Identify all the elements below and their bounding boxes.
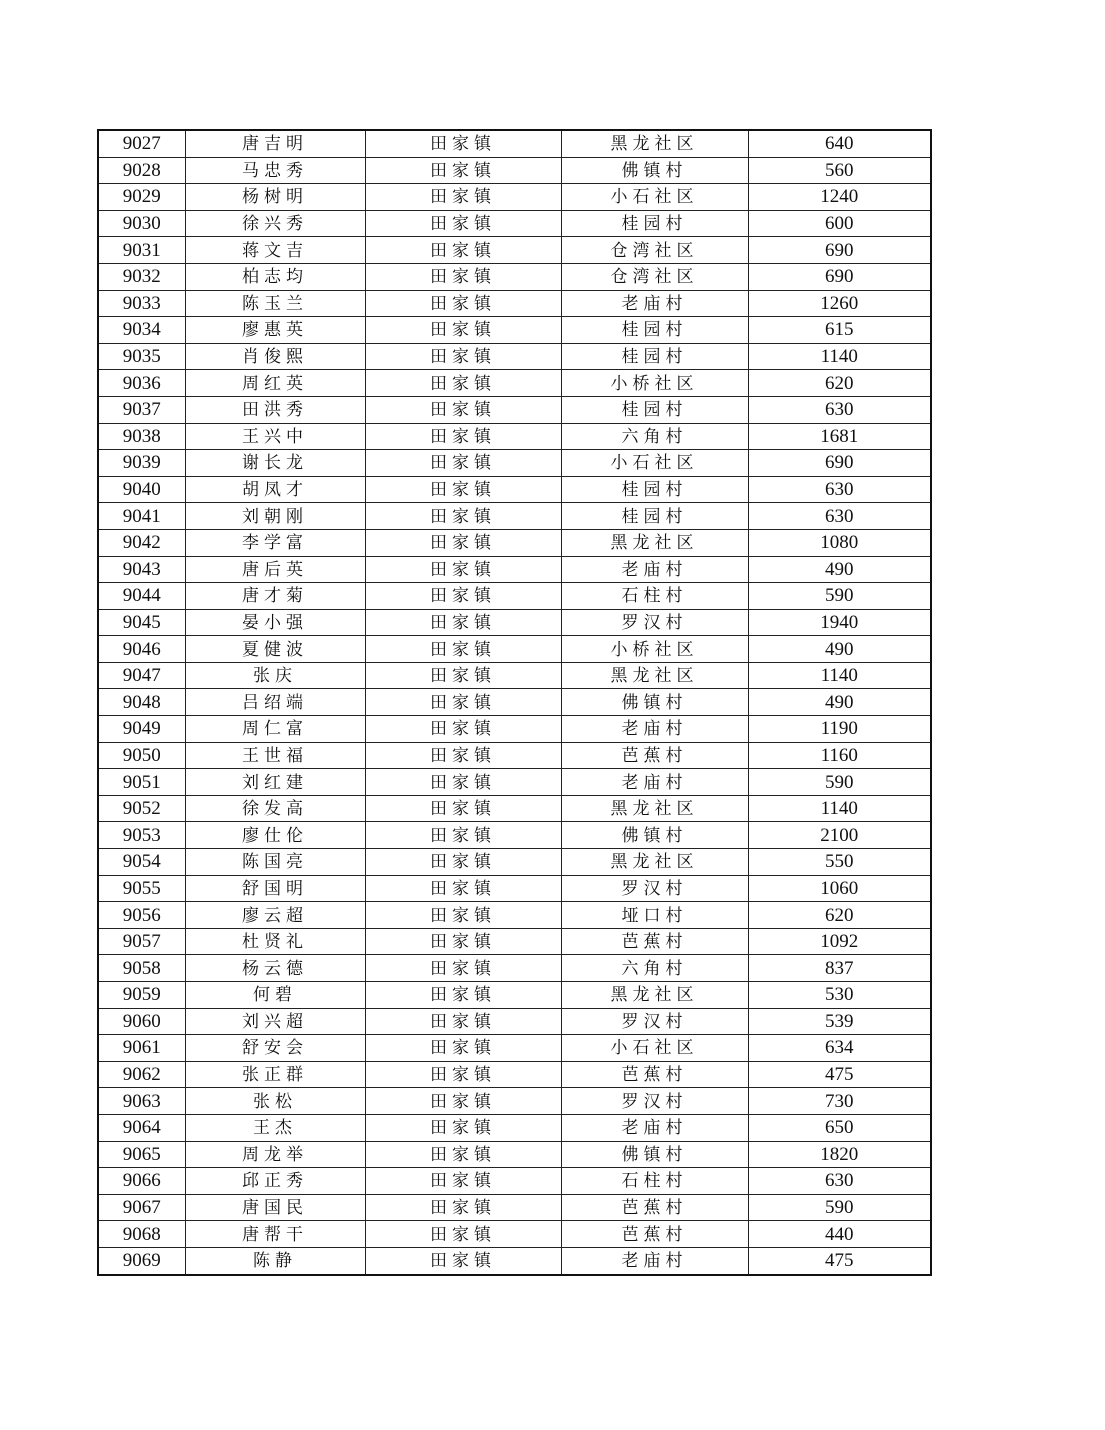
amount-cell: 539 <box>748 1008 931 1035</box>
row-number-cell: 9057 <box>98 928 185 955</box>
row-number-cell: 9038 <box>98 423 185 450</box>
town-cell: 田家镇 <box>365 263 561 290</box>
person-name-cell: 唐后英 <box>185 556 365 583</box>
row-number-cell: 9035 <box>98 343 185 370</box>
person-name-cell: 周红英 <box>185 370 365 397</box>
table-row <box>98 795 931 822</box>
row-number-cell: 9068 <box>98 1221 185 1248</box>
town-cell: 田家镇 <box>365 875 561 902</box>
amount-cell: 490 <box>748 636 931 663</box>
person-name-cell: 舒安会 <box>185 1035 365 1062</box>
table-row <box>98 503 931 530</box>
person-name-cell: 唐才菊 <box>185 583 365 610</box>
row-number-cell: 9049 <box>98 716 185 743</box>
table-row <box>98 849 931 876</box>
town-cell: 田家镇 <box>365 1114 561 1141</box>
village-cell: 老庙村 <box>561 1247 748 1274</box>
village-cell: 佛镇村 <box>561 1141 748 1168</box>
town-cell: 田家镇 <box>365 662 561 689</box>
table-row <box>98 130 931 157</box>
person-name-cell: 晏小强 <box>185 609 365 636</box>
village-cell: 小石社区 <box>561 450 748 477</box>
town-cell: 田家镇 <box>365 130 561 157</box>
amount-cell: 590 <box>748 769 931 796</box>
table-row <box>98 157 931 184</box>
town-cell: 田家镇 <box>365 1247 561 1274</box>
town-cell: 田家镇 <box>365 476 561 503</box>
person-name-cell: 陈玉兰 <box>185 290 365 317</box>
table-row <box>98 662 931 689</box>
row-number-cell: 9067 <box>98 1194 185 1221</box>
amount-cell: 1140 <box>748 343 931 370</box>
village-cell: 芭蕉村 <box>561 1061 748 1088</box>
town-cell: 田家镇 <box>365 423 561 450</box>
village-cell: 黑龙社区 <box>561 795 748 822</box>
row-number-cell: 9030 <box>98 210 185 237</box>
village-cell: 小桥社区 <box>561 636 748 663</box>
person-name-cell: 马忠秀 <box>185 157 365 184</box>
person-name-cell: 柏志均 <box>185 263 365 290</box>
town-cell: 田家镇 <box>365 450 561 477</box>
row-number-cell: 9040 <box>98 476 185 503</box>
row-number-cell: 9048 <box>98 689 185 716</box>
person-name-cell: 吕绍端 <box>185 689 365 716</box>
town-cell: 田家镇 <box>365 343 561 370</box>
village-cell: 石柱村 <box>561 1168 748 1195</box>
row-number-cell: 9028 <box>98 157 185 184</box>
village-cell: 老庙村 <box>561 556 748 583</box>
person-name-cell: 唐吉明 <box>185 130 365 157</box>
amount-cell: 490 <box>748 556 931 583</box>
row-number-cell: 9047 <box>98 662 185 689</box>
table-row <box>98 902 931 929</box>
town-cell: 田家镇 <box>365 237 561 264</box>
row-number-cell: 9036 <box>98 370 185 397</box>
town-cell: 田家镇 <box>365 184 561 211</box>
town-cell: 田家镇 <box>365 609 561 636</box>
town-cell: 田家镇 <box>365 689 561 716</box>
row-number-cell: 9055 <box>98 875 185 902</box>
town-cell: 田家镇 <box>365 636 561 663</box>
town-cell: 田家镇 <box>365 769 561 796</box>
row-number-cell: 9042 <box>98 529 185 556</box>
town-cell: 田家镇 <box>365 1061 561 1088</box>
amount-cell: 615 <box>748 317 931 344</box>
amount-cell: 650 <box>748 1114 931 1141</box>
town-cell: 田家镇 <box>365 556 561 583</box>
amount-cell: 620 <box>748 902 931 929</box>
village-cell: 桂园村 <box>561 317 748 344</box>
amount-cell: 1820 <box>748 1141 931 1168</box>
village-cell: 小桥社区 <box>561 370 748 397</box>
town-cell: 田家镇 <box>365 982 561 1009</box>
person-name-cell: 李学富 <box>185 529 365 556</box>
town-cell: 田家镇 <box>365 210 561 237</box>
amount-cell: 2100 <box>748 822 931 849</box>
town-cell: 田家镇 <box>365 795 561 822</box>
village-cell: 老庙村 <box>561 716 748 743</box>
town-cell: 田家镇 <box>365 529 561 556</box>
table-row <box>98 636 931 663</box>
person-name-cell: 徐发高 <box>185 795 365 822</box>
row-number-cell: 9046 <box>98 636 185 663</box>
table-row <box>98 1141 931 1168</box>
town-cell: 田家镇 <box>365 1141 561 1168</box>
person-name-cell: 张庆 <box>185 662 365 689</box>
table-row <box>98 716 931 743</box>
amount-cell: 1140 <box>748 795 931 822</box>
person-name-cell: 蒋文吉 <box>185 237 365 264</box>
row-number-cell: 9031 <box>98 237 185 264</box>
person-name-cell: 杨云德 <box>185 955 365 982</box>
person-name-cell: 杨树明 <box>185 184 365 211</box>
town-cell: 田家镇 <box>365 955 561 982</box>
person-name-cell: 田洪秀 <box>185 396 365 423</box>
village-cell: 芭蕉村 <box>561 1194 748 1221</box>
village-cell: 仓湾社区 <box>561 263 748 290</box>
row-number-cell: 9061 <box>98 1035 185 1062</box>
table-row <box>98 343 931 370</box>
person-name-cell: 唐国民 <box>185 1194 365 1221</box>
village-cell: 黑龙社区 <box>561 849 748 876</box>
village-cell: 罗汉村 <box>561 875 748 902</box>
village-cell: 芭蕉村 <box>561 928 748 955</box>
person-name-cell: 廖惠英 <box>185 317 365 344</box>
table-row <box>98 450 931 477</box>
person-name-cell: 刘红建 <box>185 769 365 796</box>
person-name-cell: 胡凤才 <box>185 476 365 503</box>
table-row <box>98 184 931 211</box>
town-cell: 田家镇 <box>365 742 561 769</box>
town-cell: 田家镇 <box>365 370 561 397</box>
person-name-cell: 肖俊熙 <box>185 343 365 370</box>
table-row <box>98 1008 931 1035</box>
table-row <box>98 396 931 423</box>
table-row <box>98 210 931 237</box>
amount-cell: 1092 <box>748 928 931 955</box>
town-cell: 田家镇 <box>365 902 561 929</box>
row-number-cell: 9041 <box>98 503 185 530</box>
person-name-cell: 周仁富 <box>185 716 365 743</box>
village-cell: 黑龙社区 <box>561 529 748 556</box>
table-row <box>98 822 931 849</box>
town-cell: 田家镇 <box>365 1221 561 1248</box>
town-cell: 田家镇 <box>365 1168 561 1195</box>
table-row <box>98 317 931 344</box>
town-cell: 田家镇 <box>365 290 561 317</box>
town-cell: 田家镇 <box>365 583 561 610</box>
row-number-cell: 9032 <box>98 263 185 290</box>
amount-cell: 590 <box>748 583 931 610</box>
person-name-cell: 邱正秀 <box>185 1168 365 1195</box>
town-cell: 田家镇 <box>365 317 561 344</box>
village-cell: 罗汉村 <box>561 1008 748 1035</box>
amount-cell: 1060 <box>748 875 931 902</box>
amount-cell: 1940 <box>748 609 931 636</box>
amount-cell: 640 <box>748 130 931 157</box>
records-table-body <box>98 130 931 1275</box>
village-cell: 六角村 <box>561 955 748 982</box>
table-row <box>98 1114 931 1141</box>
amount-cell: 490 <box>748 689 931 716</box>
village-cell: 桂园村 <box>561 210 748 237</box>
table-row <box>98 955 931 982</box>
town-cell: 田家镇 <box>365 1035 561 1062</box>
amount-cell: 690 <box>748 237 931 264</box>
table-row <box>98 928 931 955</box>
village-cell: 垭口村 <box>561 902 748 929</box>
row-number-cell: 9066 <box>98 1168 185 1195</box>
amount-cell: 620 <box>748 370 931 397</box>
town-cell: 田家镇 <box>365 716 561 743</box>
person-name-cell: 刘朝刚 <box>185 503 365 530</box>
amount-cell: 634 <box>748 1035 931 1062</box>
row-number-cell: 9052 <box>98 795 185 822</box>
village-cell: 桂园村 <box>561 476 748 503</box>
row-number-cell: 9059 <box>98 982 185 1009</box>
table-row <box>98 609 931 636</box>
table-row <box>98 263 931 290</box>
village-cell: 桂园村 <box>561 343 748 370</box>
table-row <box>98 1168 931 1195</box>
village-cell: 仓湾社区 <box>561 237 748 264</box>
person-name-cell: 舒国明 <box>185 875 365 902</box>
village-cell: 小石社区 <box>561 184 748 211</box>
village-cell: 罗汉村 <box>561 1088 748 1115</box>
table-row <box>98 689 931 716</box>
table-row <box>98 875 931 902</box>
amount-cell: 550 <box>748 849 931 876</box>
table-row <box>98 1088 931 1115</box>
village-cell: 小石社区 <box>561 1035 748 1062</box>
village-cell: 佛镇村 <box>561 822 748 849</box>
amount-cell: 1240 <box>748 184 931 211</box>
person-name-cell: 陈国亮 <box>185 849 365 876</box>
person-name-cell: 王杰 <box>185 1114 365 1141</box>
town-cell: 田家镇 <box>365 928 561 955</box>
table-row <box>98 556 931 583</box>
village-cell: 佛镇村 <box>561 157 748 184</box>
village-cell: 桂园村 <box>561 503 748 530</box>
town-cell: 田家镇 <box>365 503 561 530</box>
amount-cell: 440 <box>748 1221 931 1248</box>
table-row <box>98 742 931 769</box>
person-name-cell: 夏健波 <box>185 636 365 663</box>
table-row <box>98 423 931 450</box>
amount-cell: 530 <box>748 982 931 1009</box>
table-row <box>98 1061 931 1088</box>
row-number-cell: 9045 <box>98 609 185 636</box>
person-name-cell: 王世福 <box>185 742 365 769</box>
row-number-cell: 9063 <box>98 1088 185 1115</box>
row-number-cell: 9051 <box>98 769 185 796</box>
person-name-cell: 唐帮干 <box>185 1221 365 1248</box>
row-number-cell: 9044 <box>98 583 185 610</box>
table-row <box>98 529 931 556</box>
village-cell: 黑龙社区 <box>561 662 748 689</box>
amount-cell: 475 <box>748 1247 931 1274</box>
row-number-cell: 9039 <box>98 450 185 477</box>
table-row <box>98 476 931 503</box>
records-table <box>97 129 932 1276</box>
person-name-cell: 何碧 <box>185 982 365 1009</box>
row-number-cell: 9027 <box>98 130 185 157</box>
town-cell: 田家镇 <box>365 157 561 184</box>
row-number-cell: 9064 <box>98 1114 185 1141</box>
town-cell: 田家镇 <box>365 396 561 423</box>
amount-cell: 730 <box>748 1088 931 1115</box>
town-cell: 田家镇 <box>365 849 561 876</box>
town-cell: 田家镇 <box>365 1088 561 1115</box>
amount-cell: 837 <box>748 955 931 982</box>
village-cell: 芭蕉村 <box>561 742 748 769</box>
table-row <box>98 290 931 317</box>
table-row <box>98 1035 931 1062</box>
town-cell: 田家镇 <box>365 1008 561 1035</box>
row-number-cell: 9050 <box>98 742 185 769</box>
row-number-cell: 9056 <box>98 902 185 929</box>
village-cell: 六角村 <box>561 423 748 450</box>
village-cell: 石柱村 <box>561 583 748 610</box>
amount-cell: 1160 <box>748 742 931 769</box>
amount-cell: 590 <box>748 1194 931 1221</box>
table-row <box>98 370 931 397</box>
row-number-cell: 9034 <box>98 317 185 344</box>
amount-cell: 600 <box>748 210 931 237</box>
village-cell: 黑龙社区 <box>561 982 748 1009</box>
table-row <box>98 237 931 264</box>
amount-cell: 630 <box>748 396 931 423</box>
person-name-cell: 张松 <box>185 1088 365 1115</box>
village-cell: 芭蕉村 <box>561 1221 748 1248</box>
row-number-cell: 9053 <box>98 822 185 849</box>
village-cell: 黑龙社区 <box>561 130 748 157</box>
person-name-cell: 徐兴秀 <box>185 210 365 237</box>
row-number-cell: 9060 <box>98 1008 185 1035</box>
row-number-cell: 9054 <box>98 849 185 876</box>
row-number-cell: 9043 <box>98 556 185 583</box>
person-name-cell: 谢长龙 <box>185 450 365 477</box>
amount-cell: 630 <box>748 476 931 503</box>
amount-cell: 690 <box>748 263 931 290</box>
person-name-cell: 张正群 <box>185 1061 365 1088</box>
table-row <box>98 1247 931 1274</box>
amount-cell: 1681 <box>748 423 931 450</box>
village-cell: 老庙村 <box>561 290 748 317</box>
village-cell: 桂园村 <box>561 396 748 423</box>
row-number-cell: 9062 <box>98 1061 185 1088</box>
row-number-cell: 9037 <box>98 396 185 423</box>
person-name-cell: 周龙举 <box>185 1141 365 1168</box>
person-name-cell: 廖云超 <box>185 902 365 929</box>
amount-cell: 690 <box>748 450 931 477</box>
row-number-cell: 9069 <box>98 1247 185 1274</box>
row-number-cell: 9058 <box>98 955 185 982</box>
amount-cell: 560 <box>748 157 931 184</box>
row-number-cell: 9029 <box>98 184 185 211</box>
table-row <box>98 583 931 610</box>
table-row <box>98 982 931 1009</box>
table-row <box>98 1194 931 1221</box>
person-name-cell: 陈静 <box>185 1247 365 1274</box>
village-cell: 罗汉村 <box>561 609 748 636</box>
row-number-cell: 9065 <box>98 1141 185 1168</box>
table-row <box>98 769 931 796</box>
person-name-cell: 廖仕伦 <box>185 822 365 849</box>
amount-cell: 630 <box>748 1168 931 1195</box>
person-name-cell: 刘兴超 <box>185 1008 365 1035</box>
amount-cell: 1260 <box>748 290 931 317</box>
row-number-cell: 9033 <box>98 290 185 317</box>
amount-cell: 1080 <box>748 529 931 556</box>
village-cell: 老庙村 <box>561 769 748 796</box>
town-cell: 田家镇 <box>365 822 561 849</box>
town-cell: 田家镇 <box>365 1194 561 1221</box>
amount-cell: 630 <box>748 503 931 530</box>
village-cell: 佛镇村 <box>561 689 748 716</box>
amount-cell: 1140 <box>748 662 931 689</box>
village-cell: 老庙村 <box>561 1114 748 1141</box>
amount-cell: 1190 <box>748 716 931 743</box>
table-row <box>98 1221 931 1248</box>
person-name-cell: 王兴中 <box>185 423 365 450</box>
amount-cell: 475 <box>748 1061 931 1088</box>
person-name-cell: 杜贤礼 <box>185 928 365 955</box>
